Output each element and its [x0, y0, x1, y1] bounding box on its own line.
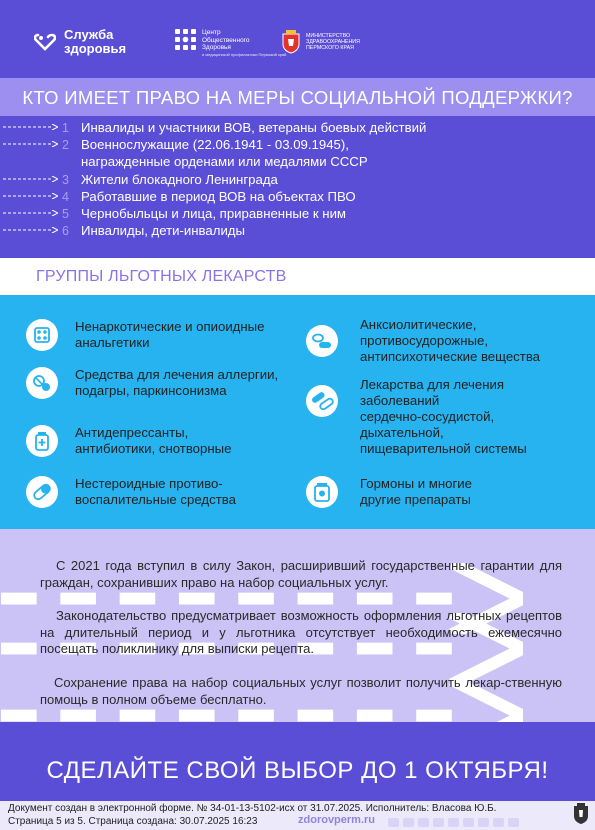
- call-to-action-text: СДЕЛАЙТЕ СВОЙ ВЫБОР ДО 1 ОКТЯБРЯ!: [46, 757, 549, 784]
- logo-health-text: [64, 28, 126, 56]
- drug-group-line: антипсихотические вещества: [360, 349, 541, 364]
- drug-group-line: дыхательной,: [360, 425, 444, 440]
- list-item-text: Инвалиды и участники ВОВ, ветераны боевых действий: [81, 120, 427, 135]
- social-icon[interactable]: [448, 818, 459, 827]
- social-icon[interactable]: [493, 818, 504, 827]
- drug-groups: [0, 295, 595, 529]
- list-item-number: 3: [62, 173, 69, 187]
- drug-group-line: подагры, паркинсонизма: [75, 383, 227, 398]
- blister-pack-icon: [26, 319, 58, 351]
- eligibility-title: КТО ИМЕЕТ ПРАВО НА МЕРЫ СОЦИАЛЬНОЙ ПОДДЕРЖКИ?: [22, 87, 573, 108]
- social-icon[interactable]: [463, 818, 474, 827]
- drug-group-text: [75, 367, 278, 399]
- perm-crest-icon: [282, 30, 300, 54]
- list-item-number: 6: [62, 224, 69, 238]
- drug-group-line: воспалительные средства: [75, 492, 236, 507]
- logo-ministry-line3: ПЕРМСКОГО КРАЯ: [306, 45, 354, 52]
- drug-group-text: [75, 425, 231, 457]
- logo-ministry-line2: ЗДРАВООХРАНЕНИЯ: [306, 38, 360, 45]
- jar-icon: [306, 476, 338, 508]
- drug-group-line: сердечно-сосудистой,: [360, 409, 495, 424]
- drug-group-line: Ненаркотические и опиоидные: [75, 319, 265, 334]
- eligibility-list: [0, 116, 595, 258]
- drug-group-line: заболеваний: [360, 393, 440, 408]
- capsules-icon: [306, 385, 338, 417]
- social-icon[interactable]: [388, 818, 399, 827]
- dashed-arrow-icon: [3, 193, 58, 199]
- drug-group-line: Анксиолитические,: [360, 317, 477, 332]
- social-icon[interactable]: [418, 818, 429, 827]
- drug-group-line: анальгетики: [75, 335, 150, 350]
- list-item-number: 4: [62, 190, 69, 204]
- drug-group-line: Лекарства для лечения: [360, 377, 504, 392]
- law-paragraph-3: Сохранение права на набор социальных услуг позволит получить лекар-ственную помощь в полном объеме бесплатно.: [40, 675, 562, 707]
- social-icons: [388, 818, 519, 827]
- social-icon[interactable]: [433, 818, 444, 827]
- law-info-block: [0, 529, 595, 722]
- list-item-text: Военнослужащие (22.06.1941 - 03.09.1945),: [81, 137, 349, 152]
- logo-center-line3: Здоровья: [202, 44, 231, 51]
- stamp-line-2: Страница 5 из 5. Страница создана: 30.07.2025 16:23: [8, 816, 258, 827]
- social-icon[interactable]: [478, 818, 489, 827]
- logo-center-small: и медицинской профилактики Пермский край: [202, 51, 287, 57]
- dashed-arrow-icon: [3, 210, 58, 216]
- drug-group-text: [75, 476, 236, 508]
- medicine-bottle-icon: [26, 425, 58, 457]
- header: [0, 0, 595, 78]
- eligibility-title-bar: [0, 78, 595, 116]
- social-icon[interactable]: [403, 818, 414, 827]
- drug-groups-title-bar: [0, 258, 595, 295]
- logo-center-text: [202, 29, 286, 57]
- logo-public-health-center: [175, 29, 286, 57]
- list-item-text: Инвалиды, дети-инвалиды: [81, 223, 245, 238]
- dots-grid-icon: [175, 29, 197, 51]
- list-item-text-continued: награжденные орденами или медалями СССР: [81, 154, 368, 169]
- drug-group-line: Нестероидные противо-: [75, 476, 223, 491]
- website-link[interactable]: zdorovperm.ru: [298, 814, 376, 826]
- list-item-number: 5: [62, 207, 69, 221]
- stamp-line-1: Документ создан в электронной форме. № 34-01-13-5102-исх от 31.07.2025. Исполнитель: Власова Ю.Б.: [8, 803, 497, 814]
- logo-ministry: [282, 30, 360, 54]
- drug-group-line: Средства для лечения аллергии,: [75, 367, 279, 382]
- drug-group-text: [75, 319, 264, 351]
- dashed-arrow-icon: [3, 176, 58, 182]
- dashed-arrow-icon: [3, 227, 58, 233]
- drug-group-line: противосудорожные,: [360, 333, 488, 348]
- drug-group-text: [360, 317, 540, 365]
- logo-health-line1: Служба: [64, 27, 114, 42]
- logo-health-line2: здоровья: [64, 41, 127, 56]
- drug-group-line: Антидепрессанты,: [75, 425, 189, 440]
- drug-group-text: [360, 476, 472, 508]
- drug-groups-title: ГРУППЫ ЛЬГОТНЫХ ЛЕКАРСТВ: [36, 268, 287, 285]
- logo-ministry-line1: МИНИСТЕРСТВО: [306, 32, 351, 39]
- social-icon[interactable]: [508, 818, 519, 827]
- list-item-text: Чернобыльцы и лица, приравненные к ним: [81, 206, 346, 221]
- logo-center-line2: Общественного: [202, 36, 250, 44]
- logo-ministry-text: [306, 33, 360, 52]
- logo-center-line1: Центр: [202, 29, 221, 36]
- list-item-number: 1: [62, 121, 69, 135]
- pills-icon: [306, 325, 338, 357]
- law-paragraph-2: Законодательство предусматривает возможность оформления льготных рецептов на длительный период и у льготника отсутствует необходимость ежемесячно посещать поликлинику для выписки рецепта.: [40, 608, 562, 656]
- dashed-arrow-icon: [3, 141, 58, 147]
- logo-health-service: [34, 28, 126, 56]
- capsule-icon: [26, 476, 58, 508]
- pill-tablets-icon: [26, 367, 58, 399]
- coat-of-arms-icon: [572, 803, 590, 825]
- drug-group-line: пищеварительной системы: [360, 441, 527, 456]
- list-item-text: Жители блокадного Ленинграда: [81, 172, 278, 187]
- dashed-arrow-icon: [3, 124, 58, 130]
- list-item-text: Работавшие в период ВОВ на объектах ПВО: [81, 189, 356, 204]
- drug-group-text: [360, 377, 527, 457]
- heart-smile-icon: [34, 32, 56, 52]
- drug-group-line: Гормоны и многие: [360, 476, 472, 491]
- law-paragraph-1: С 2021 года вступил в силу Закон, расширивший государственные гарантии для граждан, сохранивших право на набор социальных услуг.: [40, 558, 562, 590]
- drug-group-line: антибиотики, снотворные: [75, 441, 232, 456]
- drug-group-line: другие препараты: [360, 492, 471, 507]
- document-stamp: [0, 801, 595, 830]
- list-item-number: 2: [62, 138, 69, 152]
